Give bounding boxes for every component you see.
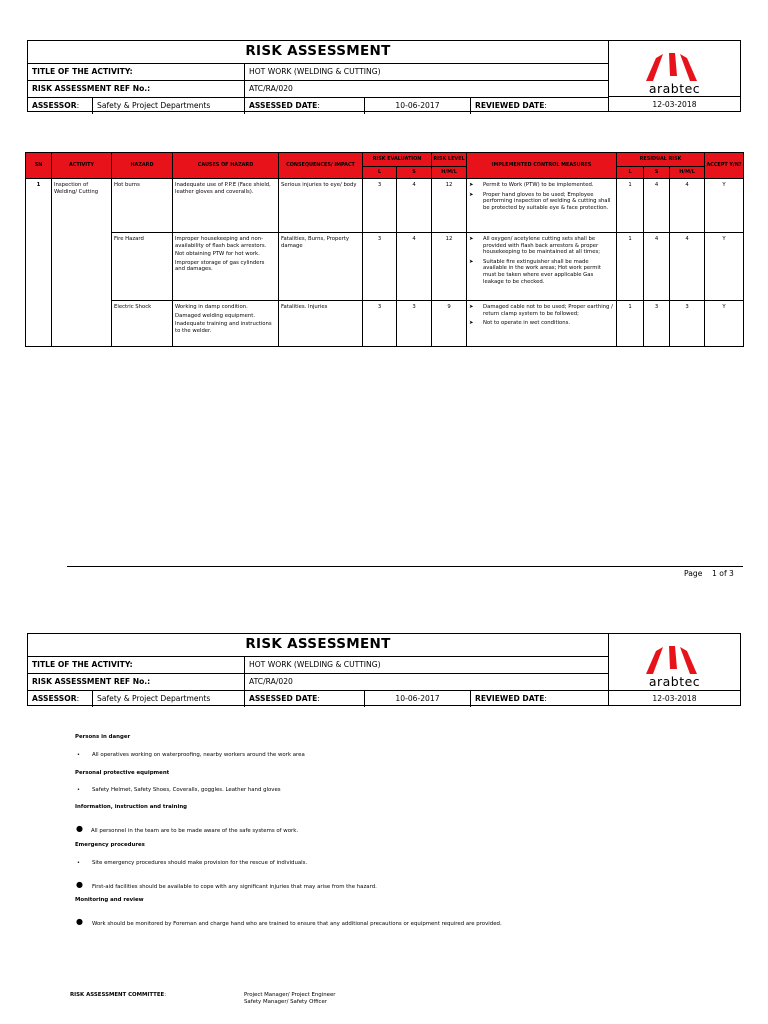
bullet-icon: ● [76, 880, 83, 889]
residual-s-cell: 4 [644, 233, 670, 301]
l-cell: 3 [363, 301, 397, 347]
assessor-value: Safety & Project Departments [93, 98, 245, 114]
reviewed-date-label: REVIEWED DATE [475, 101, 545, 110]
monitoring-item: Work should be monitored by Foreman and charge hand who are trained to ensure that any additional precautions or equipment required are provided. [92, 921, 502, 927]
level-cell: 9 [432, 301, 467, 347]
table-row [26, 301, 744, 347]
bullet-icon: ● [76, 917, 83, 926]
logo-text: arabtec [648, 674, 701, 689]
hazard-cell: Fire Hazard [112, 233, 173, 301]
accept-cell: Y [705, 179, 744, 233]
cause-text: Not obtaining PTW for hot work. [175, 251, 260, 258]
cause-text: Working in damp condition. [175, 304, 248, 310]
consequence-cell: Fatalities. Injuries [279, 301, 363, 347]
level-cell: 12 [432, 179, 467, 233]
arrow-bullet-icon: ➤ [469, 258, 474, 265]
ppe-title: Personal protective equipment [75, 770, 170, 776]
control-text: Proper hand gloves to be used; Employee performing inspection of welding & cutting shall be protected by suitable eye & face protection. [483, 191, 611, 211]
ref-label: RISK ASSESSMENT REF No.: [28, 674, 245, 690]
header-block-page2 [27, 633, 609, 706]
residual-hml-cell: 4 [670, 233, 705, 301]
assessed-date-value: 10-06-2017 [365, 98, 471, 114]
residual-hml-cell: 4 [670, 179, 705, 233]
col-consequences: CONSEQUENCES/ IMPACT [279, 153, 363, 179]
emergency-item-2: First-aid facilities should be available to cope with any significant injuries that may arise from the hazard. [92, 884, 377, 890]
monitoring-title: Monitoring and review [75, 897, 144, 903]
col-accept: ACCEPT Y/N? [705, 153, 744, 179]
col-residual-risk: RESIDUAL RISK [617, 153, 705, 167]
reviewed-date-label: REVIEWED DATE [475, 694, 545, 703]
ref-value: ATC/RA/020 [249, 84, 293, 93]
assessed-date-label: ASSESSED DATE [249, 694, 318, 703]
ppe-item: Safety Helmet, Safety Shoes, Coveralls, goggles. Leather hand gloves [92, 787, 281, 793]
col-hazard: HAZARD [112, 153, 173, 179]
assessor-value: Safety & Project Departments [93, 691, 245, 707]
colon: : [76, 101, 80, 110]
header-block-page1 [27, 40, 609, 112]
risk-table [25, 152, 744, 347]
control-text: Damaged cable not to be used; Proper earthing / return clamp system to be followed; [483, 304, 613, 317]
committee-line-2: Safety Manager/ Safety Officer [244, 999, 328, 1005]
ref-value: ATC/RA/020 [249, 677, 293, 686]
persons-in-danger-title: Persons in danger [75, 734, 131, 740]
residual-s-cell: 4 [644, 179, 670, 233]
residual-l-cell: 1 [617, 179, 644, 233]
colon: : [317, 101, 320, 110]
col-activity: ACTIVITY [52, 153, 112, 179]
assessed-date-label: ASSESSED DATE [249, 101, 318, 110]
colon: : [164, 992, 167, 998]
activity-label: TITLE OF THE ACTIVITY: [28, 657, 245, 673]
activity-label: TITLE OF THE ACTIVITY: [28, 64, 245, 80]
arrow-bullet-icon: ➤ [469, 191, 474, 198]
arrow-bullet-icon: ➤ [469, 182, 474, 188]
l-cell: 3 [363, 179, 397, 233]
committee-line-1: Project Manager/ Project Engineer [244, 992, 336, 998]
control-text: Suitable fire extinguisher shall be made available in the work areas; Hot work permit must be taken where ever applicable Gas leakage to be checked. [483, 258, 601, 285]
emergency-item-1: Site emergency procedures should make provision for the rescue of individuals. [92, 860, 308, 866]
assessor-label: ASSESSOR [32, 694, 77, 703]
col-risk-level: RISK LEVEL [432, 153, 467, 167]
arrow-bullet-icon: ➤ [469, 320, 474, 327]
s-cell: 3 [397, 301, 432, 347]
document-title: RISK ASSESSMENT [28, 634, 608, 657]
assessor-label: ASSESSOR [32, 101, 77, 110]
cause-text: Improper storage of gas cylinders and damages. [175, 259, 265, 273]
s-cell: 4 [397, 179, 432, 233]
control-text: All oxygen/ acetylene cutting sets shall be provided with flash back arrestors & proper housekeeping to be maintained at all times; [483, 236, 601, 256]
info-item: All personnel in the team are to be made aware of the safe systems of work. [91, 828, 299, 834]
colon: : [76, 694, 80, 703]
arrow-bullet-icon: ➤ [469, 304, 474, 310]
logo-text: arabtec [648, 81, 701, 96]
col-sn: SN [26, 153, 52, 179]
col-residual-hml: H/M/L [670, 167, 705, 179]
colon: : [544, 101, 547, 110]
footer-divider [67, 566, 743, 567]
col-controls: IMPLEMENTED CONTROL MEASURES [467, 153, 617, 179]
cause-text: Improper housekeeping and non- availability of flash back arrestors. [175, 236, 267, 249]
residual-hml-cell: 3 [670, 301, 705, 347]
table-row [26, 233, 744, 301]
document-title: RISK ASSESSMENT [28, 41, 608, 64]
residual-l-cell: 1 [617, 301, 644, 347]
emergency-title: Emergency procedures [75, 842, 145, 848]
col-hml: H/M/L [432, 167, 467, 179]
committee-label: RISK ASSESSMENT COMMITTEE [70, 992, 165, 998]
consequence-cell: Serious injuries to eye/ body [279, 179, 363, 233]
reviewed-date-value: 12-03-2018 [609, 96, 741, 112]
col-residual-l: L [617, 167, 644, 179]
accept-cell: Y [705, 301, 744, 347]
page-value: 1 of 3 [712, 569, 734, 578]
table-row [26, 179, 744, 233]
cause-text: Inadequate training and instructions to the welder. [175, 321, 272, 334]
cause-text: Inadequate use of P.P.E (Face shield, leather gloves and coveralls). [175, 182, 271, 195]
control-text: Permit to Work (PTW) to be implemented. [483, 182, 594, 188]
page-label: Page [684, 569, 703, 578]
residual-l-cell: 1 [617, 233, 644, 301]
ref-label: RISK ASSESSMENT REF No.: [28, 81, 245, 97]
col-l: L [363, 167, 397, 179]
activity-value: HOT WORK (WELDING & CUTTING) [249, 660, 381, 669]
activity-cell: Inspection of Welding/ Cutting [52, 179, 112, 347]
col-residual-s: S [644, 167, 670, 179]
cause-text: Damaged welding equipment. [175, 312, 256, 319]
hazard-cell: Electric Shock [112, 301, 173, 347]
page-number [684, 569, 734, 578]
colon: : [544, 694, 547, 703]
arrow-bullet-icon: ➤ [469, 236, 474, 242]
s-cell: 4 [397, 233, 432, 301]
assessed-date-value: 10-06-2017 [365, 691, 471, 707]
col-causes: CAUSES OF HAZARD [173, 153, 279, 179]
colon: : [317, 694, 320, 703]
activity-value: HOT WORK (WELDING & CUTTING) [249, 67, 381, 76]
accept-cell: Y [705, 233, 744, 301]
sn-cell: 1 [26, 179, 52, 347]
level-cell: 12 [432, 233, 467, 301]
info-training-title: Information, instruction and training [75, 804, 188, 810]
bullet-icon: ● [76, 824, 83, 833]
hazard-cell: Hot burns [112, 179, 173, 233]
col-risk-evaluation: RISK EVALUATION [363, 153, 432, 167]
consequence-cell: Fatalities, Burns, Property damage [279, 233, 363, 301]
persons-item: All operatives working on waterproofing, nearby workers around the work area [92, 752, 305, 758]
residual-s-cell: 3 [644, 301, 670, 347]
bullet-icon: • [77, 787, 80, 793]
bullet-icon: • [77, 752, 80, 758]
committee-label-row [70, 992, 166, 999]
l-cell: 3 [363, 233, 397, 301]
bullet-icon: • [77, 860, 80, 866]
control-text: Not to operate in wet conditions. [483, 320, 571, 327]
reviewed-date-value: 12-03-2018 [609, 690, 741, 706]
col-s: S [397, 167, 432, 179]
